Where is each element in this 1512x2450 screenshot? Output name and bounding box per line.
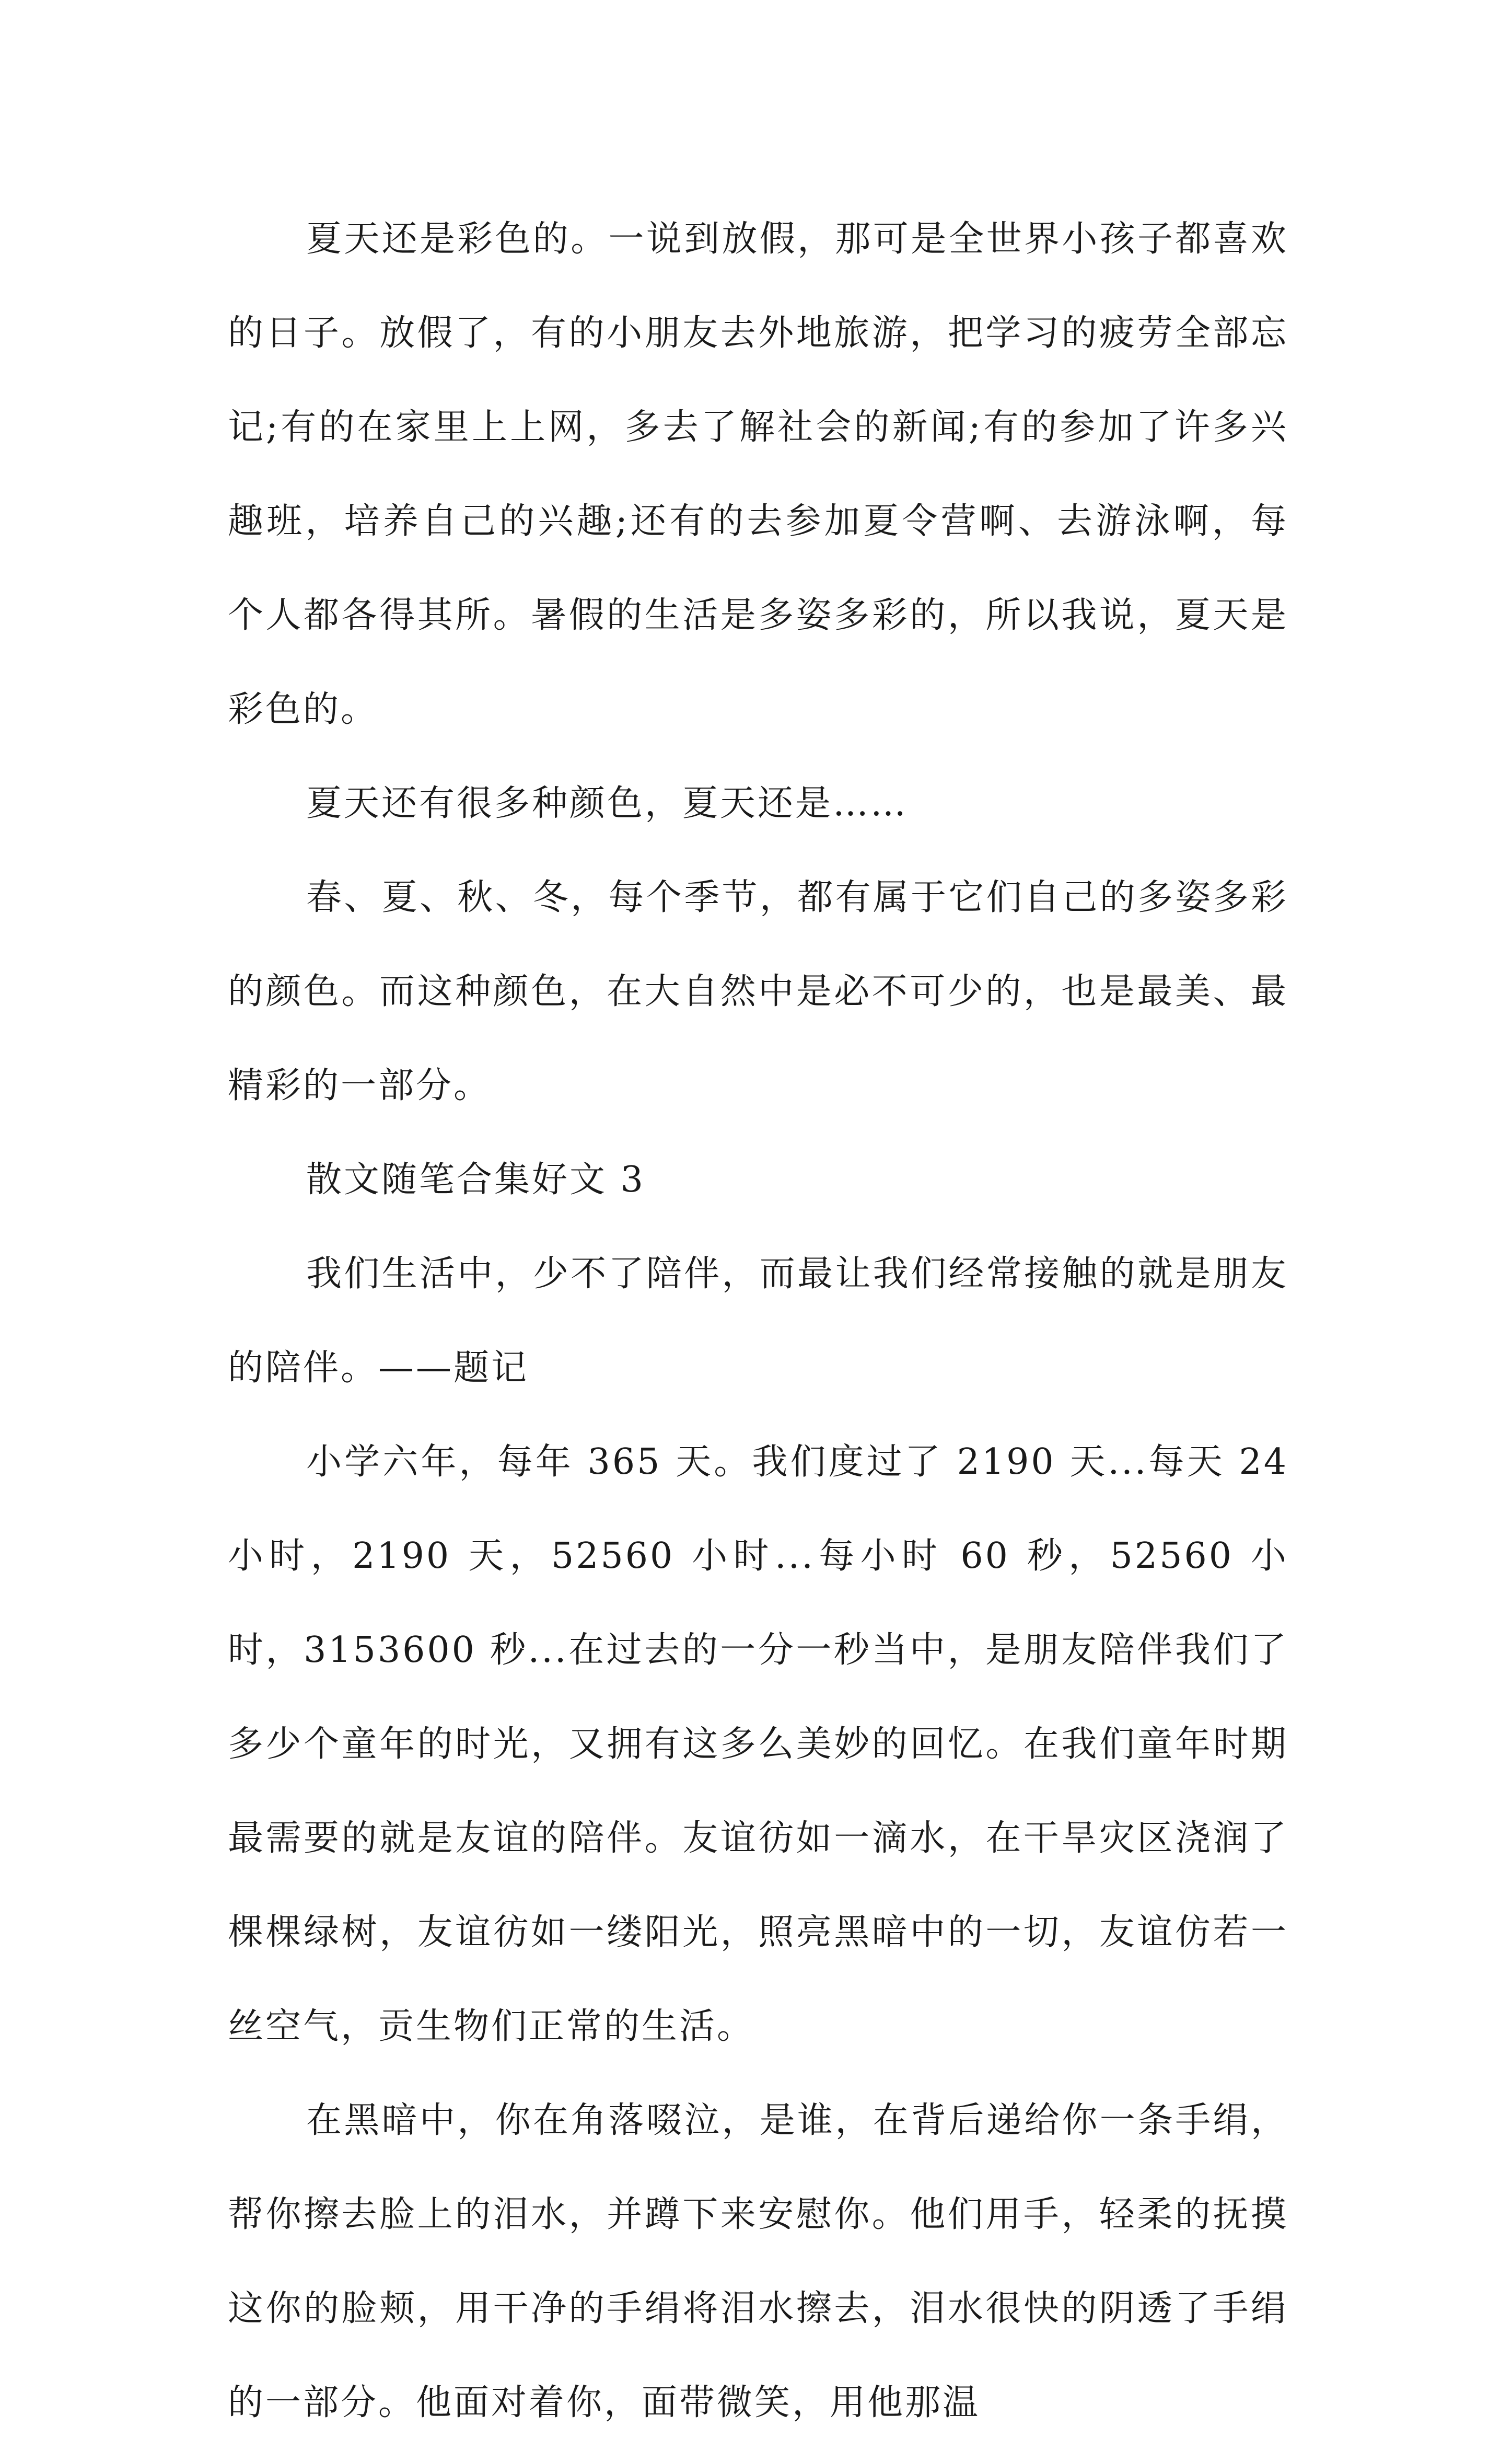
paragraph-in-darkness: 在黑暗中，你在角落啜泣，是谁，在背后递给你一条手绢，帮你擦去脸上的泪水，并蹲下来安慰你。他们用手，轻柔的抚摸这你的脸颊，用干净的手绢将泪水擦去，泪水很快的阴透了手绢的一部分。他面对着你，面带微笑，用他那温	[228, 2100, 1288, 2423]
paragraph-epigraph: 我们生活中，少不了陪伴，而最让我们经常接触的就是朋友的陪伴。——题记	[228, 1253, 1288, 1389]
paragraph-summer-colorful: 夏天还是彩色的。一说到放假，那可是全世界小孩子都喜欢的日子。放假了，有的小朋友去外地旅游，把学习的疲劳全部忘记;有的在家里上上网，多去了解社会的新闻;有的参加了许多兴趣班，培养自己的兴趣;还有的去参加夏令营啊、去游泳啊，每个人都各得其所。暑假的生活是多姿多彩的，所以我说，夏天是彩色的。	[228, 218, 1288, 730]
document-body	[228, 192, 1288, 2450]
section-heading: 散文随笔合集好文 3	[306, 1159, 645, 1200]
paragraph-six-years: 小学六年，每年 365 天。我们度过了 2190 天...每天 24 小时，2190 天，52560 小时...每小时 60 秒，52560 小时，3153600 秒...在过去的一分一秒当中，是朋友陪伴我们了多少个童年的时光，又拥有这多么美妙的回忆。在我们童年时期最需要的就是友谊的陪伴。友谊彷如一滴水，在干旱灾区浇润了棵棵绿树，友谊彷如一缕阳光，照亮黑暗中的一切，友谊仿若一丝空气，贡生物们正常的生活。	[228, 1441, 1288, 2047]
paragraph-four-seasons: 春、夏、秋、冬，每个季节，都有属于它们自己的多姿多彩的颜色。而这种颜色，在大自然中是必不可少的，也是最美、最精彩的一部分。	[228, 877, 1288, 1106]
paragraph-summer-many-colors: 夏天还有很多种颜色，夏天还是……	[306, 783, 909, 824]
